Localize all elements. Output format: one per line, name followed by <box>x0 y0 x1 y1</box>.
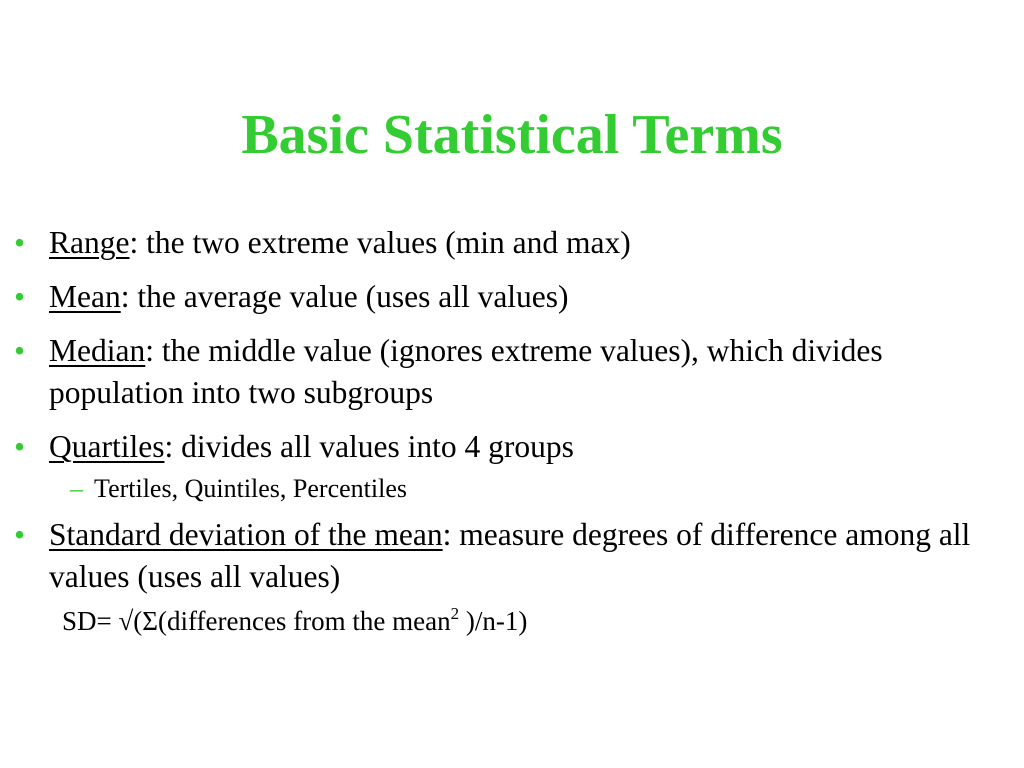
definition-mean: : the average value (uses all values) <box>120 279 569 314</box>
sub-bullet-tertiles <box>14 472 1004 506</box>
term-quartiles: Quartiles <box>49 429 165 464</box>
bullet-standard-deviation <box>14 514 1004 598</box>
bullet-marker: • <box>14 333 26 368</box>
term-standard-deviation: Standard deviation of the mean <box>49 517 443 552</box>
bullet-marker: • <box>14 279 26 314</box>
bullet-marker: • <box>14 517 26 552</box>
bullet-quartiles <box>14 426 1004 468</box>
formula-superscript: 2 <box>450 604 460 623</box>
term-mean: Mean <box>49 279 121 314</box>
term-range: Range <box>49 225 130 260</box>
definition-median: : the middle value (ignores extreme values), which divides population into two subgroups <box>49 333 883 410</box>
slide-title: Basic Statistical Terms <box>241 104 783 166</box>
formula-prefix: SD= √(Σ(differences from the mean <box>62 606 451 636</box>
sd-formula <box>14 602 1004 640</box>
bullet-median <box>14 330 1004 414</box>
definition-range: : the two extreme values (min and max) <box>129 225 631 260</box>
formula-suffix: )/n-1) <box>459 606 528 636</box>
bullet-range <box>14 222 1004 264</box>
bullet-marker: • <box>14 225 26 260</box>
sub-bullet-marker: – <box>70 474 83 503</box>
term-median: Median <box>49 333 146 368</box>
sub-bullet-text: Tertiles, Quintiles, Percentiles <box>94 474 407 503</box>
bullet-mean <box>14 276 1004 318</box>
slide-content <box>14 222 1004 640</box>
definition-standard-deviation: : measure degrees of difference among all values (uses all values) <box>49 517 971 594</box>
definition-quartiles: : divides all values into 4 groups <box>164 429 574 464</box>
bullet-marker: • <box>14 429 26 464</box>
